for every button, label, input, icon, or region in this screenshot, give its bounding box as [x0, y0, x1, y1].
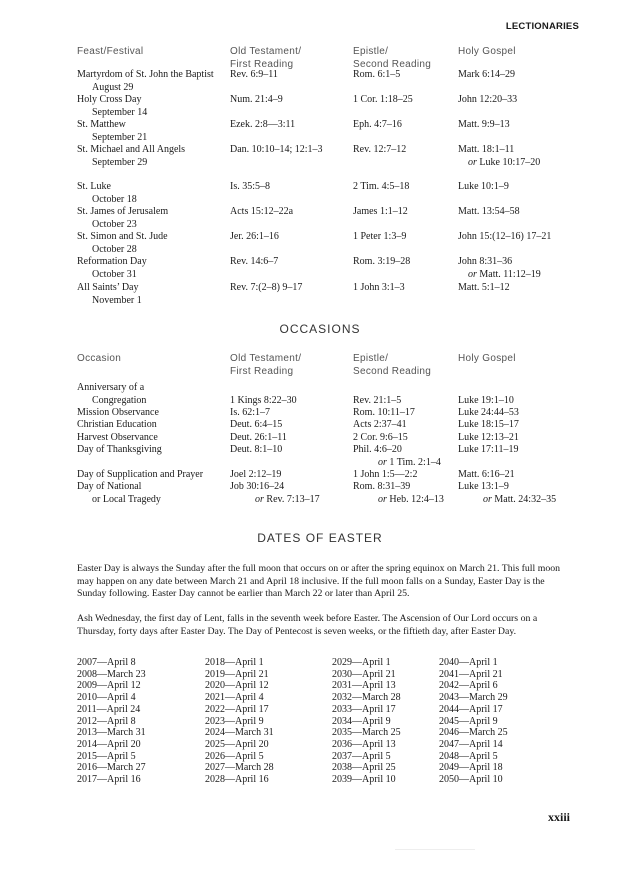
- col-header-epistle-line1: Epistle/: [353, 46, 389, 57]
- occasion-name-cont: or Local Tragedy: [92, 493, 161, 505]
- col-header-occasion: Occasion: [77, 353, 122, 364]
- easter-date: 2020—April 12: [205, 680, 269, 692]
- epistle-reading-main: 1 John 1:5—2:2: [353, 469, 418, 480]
- col-header-ot-line1: Old Testament/: [230, 46, 302, 57]
- gospel-reading-main: Luke 24:44–53: [458, 407, 519, 418]
- ot-reading: [230, 444, 282, 457]
- easter-date: 2037—April 5: [332, 750, 391, 762]
- easter-date-column: [439, 657, 549, 786]
- epistle-reading: [353, 395, 401, 408]
- gospel-reading: Matt. 5:1–12: [458, 282, 510, 293]
- feast-cell: [77, 144, 185, 169]
- gospel-reading-main: Luke 17:11–19: [458, 444, 519, 455]
- easter-date: 2042—April 6: [439, 680, 498, 692]
- easter-date: 2031—April 13: [332, 680, 396, 692]
- gospel-reading: Matt. 9:9–13: [458, 119, 510, 130]
- gospel-reading-main: Luke 12:13–21: [458, 432, 519, 443]
- occasion-cell: [77, 481, 161, 506]
- easter-date-column: [205, 657, 315, 786]
- gospel-cell: [458, 144, 540, 169]
- epistle-reading: [353, 444, 441, 469]
- ot-reading-alternate: [230, 494, 320, 507]
- occasion-name-cont: Congregation: [92, 394, 147, 406]
- alternate-reading: Matt. 24:32–35: [494, 493, 557, 505]
- easter-date: 2028—April 16: [205, 774, 269, 786]
- gospel-reading-main: Luke 13:1–9: [458, 481, 509, 492]
- gospel-cell: [458, 119, 510, 132]
- gospel-cell: [458, 282, 510, 295]
- feast-date: October 18: [92, 193, 137, 205]
- feast-name: Reformation Day: [77, 256, 147, 267]
- epistle-reading: James 1:1–12: [353, 206, 408, 217]
- gospel-cell: [458, 206, 520, 219]
- easter-date: 2041—April 21: [439, 668, 503, 680]
- easter-date: 2016—March 27: [77, 762, 146, 774]
- ot-reading: Acts 15:12–22a: [230, 206, 294, 217]
- occasions-title: OCCASIONS: [279, 322, 361, 336]
- epistle-reading: 1 Peter 1:3–9: [353, 231, 407, 242]
- epistle-reading: Eph. 4:7–16: [353, 119, 402, 130]
- feast-name: St. Simon and St. Jude: [77, 231, 168, 242]
- alternate-reading: Luke 10:17–20: [479, 156, 541, 168]
- ot-reading: [230, 419, 282, 432]
- alternate-or: or: [468, 156, 477, 168]
- feast-cell: [77, 231, 168, 256]
- col-header-epistle-line1: Epistle/: [353, 353, 389, 364]
- occasion-name: Anniversary of a: [77, 382, 145, 393]
- gospel-reading: John 8:31–36: [458, 256, 513, 267]
- col-header-gospel: Holy Gospel: [458, 353, 516, 364]
- occasion-cell: [77, 407, 159, 420]
- col-header-ot: [230, 45, 301, 71]
- occasion-cell: [77, 469, 203, 482]
- easter-date: 2007—April 8: [77, 657, 136, 668]
- epistle-reading: [353, 407, 415, 420]
- ot-reading: Rev. 7:(2–8) 9–17: [230, 282, 303, 293]
- feast-name: All Saints’ Day: [77, 282, 139, 293]
- footer-rule: [395, 849, 475, 850]
- easter-date: 2018—April 1: [205, 657, 264, 668]
- easter-date: 2045—April 9: [439, 715, 498, 727]
- alternate-reading: Heb. 12:4–13: [389, 493, 444, 505]
- gospel-reading-main: Matt. 6:16–21: [458, 469, 515, 480]
- ot-reading-main: Is. 62:1–7: [230, 407, 270, 418]
- ot-reading: Is. 35:5–8: [230, 181, 270, 192]
- running-head: LECTIONARIES: [505, 21, 579, 32]
- gospel-cell: [458, 181, 509, 194]
- epistle-reading-main: Acts 2:37–41: [353, 419, 407, 430]
- epistle-reading: [353, 481, 444, 506]
- col-header-ot-line2: First Reading: [230, 59, 294, 70]
- gospel-cell: [458, 69, 515, 82]
- ot-reading: Num. 21:4–9: [230, 94, 283, 105]
- epistle-reading-main: Phil. 4:6–20: [353, 444, 402, 455]
- ot-reading-main: Job 30:16–24: [230, 481, 285, 492]
- gospel-reading: [458, 395, 514, 408]
- easter-date: 2014—April 20: [77, 738, 141, 750]
- alternate-or: or: [378, 493, 387, 505]
- ot-reading: [230, 407, 270, 420]
- feast-cell: [77, 206, 168, 231]
- feast-cell: [77, 69, 214, 94]
- gospel-reading: [458, 419, 519, 432]
- easter-date: 2033—April 17: [332, 703, 396, 715]
- gospel-cell: [458, 256, 541, 281]
- alternate-or: or: [378, 456, 387, 468]
- easter-date: 2021—April 4: [205, 692, 264, 704]
- gospel-reading-alternate: [458, 494, 556, 507]
- easter-date: 2039—April 10: [332, 774, 396, 786]
- feast-name: Martyrdom of St. John the Baptist: [77, 69, 214, 80]
- epistle-reading-alternate: [353, 494, 444, 507]
- gospel-reading-main: Luke 18:15–17: [458, 419, 519, 430]
- easter-date: 2046—March 25: [439, 727, 508, 739]
- gospel-reading: Mark 6:14–29: [458, 69, 515, 80]
- col-header-epistle: [353, 45, 431, 71]
- epistle-reading-main: Rom. 8:31–39: [353, 481, 411, 492]
- epistle-reading-main: Rev. 21:1–5: [353, 394, 402, 406]
- feast-date: September 14: [92, 106, 148, 118]
- easter-date: 2036—April 13: [332, 738, 396, 750]
- gospel-reading: Luke 10:1–9: [458, 181, 509, 192]
- feast-date: September 29: [92, 156, 148, 168]
- occasion-name: Christian Education: [77, 419, 157, 430]
- ot-reading-main: 1 Kings 8:22–30: [230, 394, 297, 406]
- epistle-reading-alternate: [353, 457, 441, 470]
- feast-name: St. Luke: [77, 181, 111, 192]
- gospel-reading: [458, 481, 556, 506]
- easter-date: 2044—April 17: [439, 703, 503, 715]
- alternate-or: or: [483, 493, 492, 505]
- col-header-epistle-line2: Second Reading: [353, 366, 432, 377]
- gospel-reading: John 12:20–33: [458, 94, 518, 105]
- easter-paragraph-1: Easter Day is always the Sunday after the full moon that occurs on or after the spring equinox on March 21. This full moon may happen on any date between March 21 and April 18 inclusive. If the full moon falls on a Sunday, Easter Day is the Sunday following. Easter Day cannot be earlier than March 22 or later than April 25.: [77, 563, 561, 599]
- easter-date: 2048—April 5: [439, 750, 498, 762]
- ot-reading-main: Joel 2:12–19: [230, 469, 282, 480]
- page-number: xxiii: [547, 810, 570, 824]
- easter-date: 2017—April 16: [77, 774, 141, 786]
- ot-reading: [230, 481, 320, 506]
- occasion-cell: [77, 382, 146, 407]
- occasion-name: Day of Thanksgiving: [77, 444, 162, 455]
- easter-date: 2024—March 31: [205, 727, 274, 739]
- feast-cell: [77, 256, 147, 281]
- feast-date: October 23: [92, 218, 137, 230]
- epistle-reading: Rom. 6:1–5: [353, 69, 401, 80]
- col-header-epistle: [353, 352, 431, 378]
- ot-reading: Ezek. 2:8—3:11: [230, 119, 296, 130]
- easter-date: 2047—April 14: [439, 738, 503, 750]
- alternate-reading: 1 Tim. 2:1–4: [389, 456, 441, 468]
- easter-date: 2012—April 8: [77, 715, 136, 727]
- easter-date: 2026—April 5: [205, 750, 264, 762]
- col-header-epistle-line2: Second Reading: [353, 59, 432, 70]
- epistle-reading-main: Rom. 10:11–17: [353, 407, 415, 418]
- easter-date: 2032—March 28: [332, 692, 401, 704]
- epistle-reading: 2 Tim. 4:5–18: [353, 181, 410, 192]
- easter-date: 2043—March 29: [439, 692, 508, 704]
- occasion-name: Day of National: [77, 481, 142, 492]
- ot-reading-main: Deut. 8:1–10: [230, 444, 283, 455]
- feast-date: November 1: [92, 294, 142, 306]
- gospel-cell: [458, 231, 551, 244]
- gospel-reading: [458, 444, 518, 457]
- occasion-cell: [77, 419, 157, 432]
- easter-date: 2022—April 17: [205, 703, 269, 715]
- feast-name: St. James of Jerusalem: [77, 206, 169, 217]
- easter-date: 2011—April 24: [77, 703, 141, 715]
- feast-cell: [77, 94, 147, 119]
- ot-reading: Dan. 10:10–14; 12:1–3: [230, 144, 323, 155]
- occasion-cell: [77, 432, 158, 445]
- feast-name: St. Matthew: [77, 119, 126, 130]
- easter-date: 2013—March 31: [77, 727, 146, 739]
- epistle-reading-main: 2 Cor. 9:6–15: [353, 432, 408, 443]
- ot-reading: Rev. 6:9–11: [230, 69, 278, 80]
- easter-date: 2030—April 21: [332, 668, 396, 680]
- gospel-reading: [458, 407, 519, 420]
- occasion-cell: [77, 444, 162, 457]
- epistle-reading: [353, 432, 408, 445]
- epistle-reading: Rom. 3:19–28: [353, 256, 411, 267]
- easter-date: 2023—April 9: [205, 715, 264, 727]
- occasion-name: Mission Observance: [77, 407, 159, 418]
- gospel-reading: Matt. 18:1–11: [458, 144, 515, 155]
- easter-date: 2038—April 25: [332, 762, 396, 774]
- feast-date: September 21: [92, 131, 148, 143]
- epistle-reading: [353, 469, 417, 482]
- alternate-reading: Rev. 7:13–17: [266, 493, 320, 505]
- ot-reading: [230, 469, 281, 482]
- feast-date: August 29: [92, 81, 134, 93]
- ot-reading: Jer. 26:1–16: [230, 231, 279, 242]
- feast-date: October 28: [92, 243, 137, 255]
- gospel-reading: Matt. 13:54–58: [458, 206, 520, 217]
- easter-date: 2050—April 10: [439, 774, 503, 786]
- ot-reading: Rev. 14:6–7: [230, 256, 279, 267]
- col-header-ot-line2: First Reading: [230, 366, 294, 377]
- easter-date: 2009—April 12: [77, 680, 141, 692]
- easter-date: 2049—April 18: [439, 762, 503, 774]
- feast-name: St. Michael and All Angels: [77, 144, 186, 155]
- col-header-gospel: Holy Gospel: [458, 46, 516, 57]
- gospel-alternate: [458, 269, 541, 282]
- occasion-name: Day of Supplication and Prayer: [77, 469, 204, 480]
- easter-date: 2019—April 21: [205, 668, 269, 680]
- easter-date: 2035—March 25: [332, 727, 401, 739]
- feast-cell: [77, 181, 137, 206]
- feast-name: Holy Cross Day: [77, 94, 142, 105]
- feast-cell: [77, 282, 142, 307]
- easter-date-column: [77, 657, 187, 786]
- feast-cell: [77, 119, 147, 144]
- easter-date: 2025—April 20: [205, 738, 269, 750]
- easter-date: 2010—April 4: [77, 692, 136, 704]
- ot-reading: [230, 395, 297, 408]
- epistle-reading: 1 Cor. 1:18–25: [353, 94, 413, 105]
- alternate-or: or: [468, 268, 477, 280]
- col-header-ot-line1: Old Testament/: [230, 353, 302, 364]
- easter-date: 2034—April 9: [332, 715, 391, 727]
- alternate-reading: Matt. 11:12–19: [479, 268, 541, 280]
- epistle-reading: 1 John 3:1–3: [353, 282, 405, 293]
- easter-date: 2040—April 1: [439, 657, 498, 668]
- ot-reading-main: Deut. 6:4–15: [230, 419, 283, 430]
- gospel-cell: [458, 94, 517, 107]
- col-header-feast: Feast/Festival: [77, 46, 144, 57]
- easter-title: DATES OF EASTER: [257, 531, 383, 545]
- easter-date-column: [332, 657, 442, 786]
- epistle-reading: Rev. 12:7–12: [353, 144, 407, 155]
- ot-reading-main: Deut. 26:1–11: [230, 432, 287, 443]
- ot-reading: [230, 432, 287, 445]
- gospel-reading-main: Luke 19:1–10: [458, 394, 514, 406]
- easter-date: 2029—April 1: [332, 657, 391, 668]
- alternate-or: or: [255, 493, 264, 505]
- easter-date: 2027—March 28: [205, 762, 274, 774]
- gospel-reading: John 15:(12–16) 17–21: [458, 231, 552, 242]
- gospel-reading: [458, 432, 519, 445]
- easter-paragraph-2: Ash Wednesday, the first day of Lent, falls in the seventh week before Easter. The Ascension of Our Lord occurs on a Thursday, forty days after Easter Day. The Day of Pentecost is seven weeks, or the fiftieth day, after Easter Day.: [77, 613, 538, 637]
- easter-date: 2008—March 23: [77, 668, 146, 680]
- gospel-reading: [458, 469, 515, 482]
- feast-date: October 31: [92, 268, 137, 280]
- epistle-reading: [353, 419, 407, 432]
- easter-date: 2015—April 5: [77, 750, 136, 762]
- occasion-name: Harvest Observance: [77, 432, 158, 443]
- gospel-alternate: [458, 157, 540, 170]
- col-header-ot: [230, 352, 301, 378]
